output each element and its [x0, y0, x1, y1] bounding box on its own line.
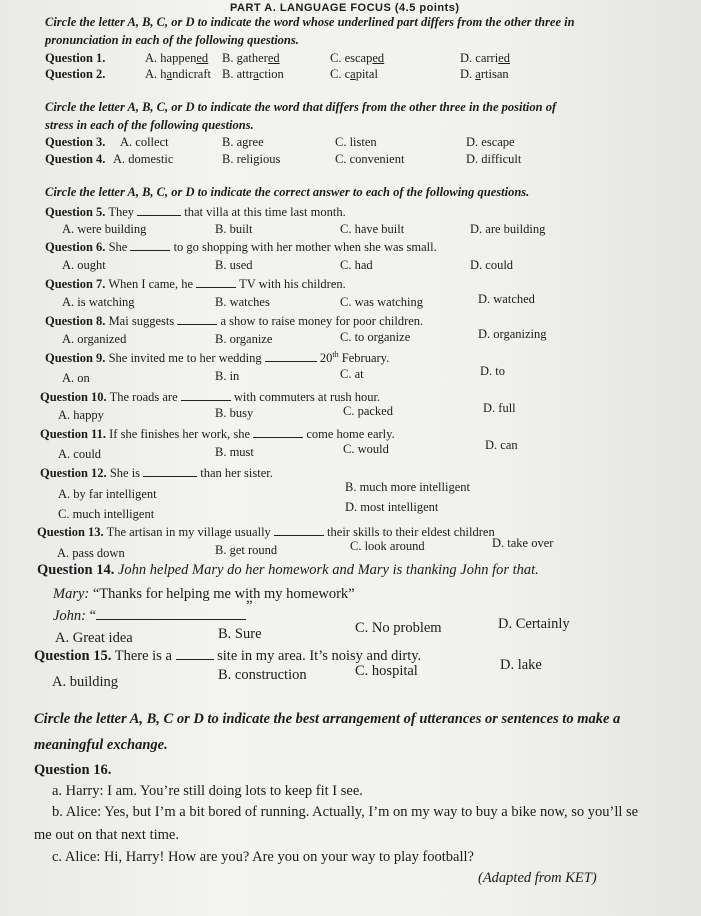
q9-option-d: D. to	[480, 364, 505, 378]
q4-option-c: C. convenient	[335, 152, 405, 166]
q14-stem: Question 14. John helped Mary do her homework and Mary is thanking John for that.	[37, 562, 539, 578]
q7-option-d: D. watched	[478, 292, 535, 306]
q13-stem: Question 13. The artisan in my village usually their skills to their eldest children	[37, 525, 495, 539]
part-header: PART A. LANGUAGE FOCUS (4.5 points)	[230, 2, 460, 14]
q12-blank	[143, 466, 197, 477]
q1-label: Question 1.	[45, 51, 106, 65]
q6-option-a: A. ought	[62, 258, 106, 272]
q11-option-c: C. would	[343, 442, 389, 456]
q9-stem: Question 9. She invited me to her wedding 20th February.	[45, 350, 390, 366]
section1-instruction-line2: pronunciation in each of the following questions.	[45, 33, 299, 47]
q6-stem: Question 6. She to go shopping with her mother when she was small.	[45, 240, 437, 254]
q6-blank	[130, 240, 170, 251]
q11-blank	[253, 427, 303, 438]
q4-option-b: B. religious	[222, 152, 281, 166]
q2-option-a: A. handicraft	[145, 67, 211, 81]
q3-option-a: A. collect	[120, 135, 169, 149]
q8-option-d: D. organizing	[478, 327, 547, 341]
section3-instruction: Circle the letter A, B, C, or D to indicate the correct answer to each of the following questions.	[45, 185, 530, 199]
q2-option-d: D. artisan	[460, 67, 509, 81]
q8-stem: Question 8. Mai suggests a show to raise money for poor children.	[45, 314, 424, 328]
q9-option-a: A. on	[62, 371, 90, 385]
q15-blank	[176, 649, 214, 660]
q15-option-d: D. lake	[500, 657, 542, 673]
q14-option-b: B. Sure	[218, 626, 262, 642]
q16-utterance-a: a. Harry: I am. You’re still doing lots to keep fit I see.	[52, 783, 363, 799]
section2-instruction-line1: Circle the letter A, B, C, or D to indicate the word that differs from the other three in the position of	[45, 100, 557, 114]
q6-option-b: B. used	[215, 258, 253, 272]
q13-blank	[274, 525, 324, 536]
q7-option-c: C. was watching	[340, 295, 423, 309]
q5-option-b: B. built	[215, 222, 253, 236]
q1-option-d: D. carried	[460, 51, 510, 65]
q7-stem: Question 7. When I came, he TV with his children.	[45, 277, 346, 291]
q4-label: Question 4.	[45, 152, 106, 166]
q12-option-c: C. much intelligent	[58, 507, 155, 521]
q4-option-d: D. difficult	[466, 152, 522, 166]
q16-label: Question 16.	[34, 762, 112, 778]
q16-source-note: (Adapted from KET)	[478, 870, 597, 886]
q10-option-b: B. busy	[215, 406, 254, 420]
q3-option-c: C. listen	[335, 135, 377, 149]
q14-blank	[96, 609, 246, 620]
q7-option-a: A. is watching	[62, 295, 135, 309]
q11-option-d: D. can	[485, 438, 518, 452]
q10-blank	[181, 390, 231, 401]
q16-utterance-c: c. Alice: Hi, Harry! How are you? Are you on your way to play football?	[52, 849, 474, 865]
q8-option-a: A. organized	[62, 332, 127, 346]
q9-blank	[265, 351, 317, 362]
q10-option-c: C. packed	[343, 404, 393, 418]
q5-option-a: A. were building	[62, 222, 147, 236]
q12-option-b: B. much more intelligent	[345, 480, 470, 494]
q14-john-line: John: “”	[53, 598, 253, 624]
q7-option-b: B. watches	[215, 295, 270, 309]
q10-option-d: D. full	[483, 401, 516, 415]
q14-mary-line: Mary: “Thanks for helping me with my homework”	[53, 586, 355, 602]
q2-option-b: B. attraction	[222, 67, 284, 81]
q13-option-c: C. look around	[350, 539, 425, 553]
q5-blank	[137, 205, 181, 216]
q3-option-b: B. agree	[222, 135, 264, 149]
q6-option-d: D. could	[470, 258, 514, 272]
q14-option-d: D. Certainly	[498, 616, 570, 632]
q5-option-d: D. are building	[470, 222, 546, 236]
q14-option-c: C. No problem	[355, 620, 442, 636]
q11-option-b: B. must	[215, 445, 254, 459]
q15-option-b: B. construction	[218, 667, 307, 683]
q15-option-a: A. building	[52, 674, 119, 690]
q6-option-c: C. had	[340, 258, 373, 272]
q15-option-c: C. hospital	[355, 663, 418, 679]
q9-option-c: C. at	[340, 367, 364, 381]
section4-instruction-line2: meaningful exchange.	[34, 737, 168, 753]
q14-option-a: A. Great idea	[55, 630, 133, 646]
q2-option-c: C. capital	[330, 67, 378, 81]
section4-instruction-line1: Circle the letter A, B, C or D to indicate the best arrangement of utterances or sentences to make a	[34, 711, 621, 727]
q12-option-a: A. by far intelligent	[58, 487, 157, 501]
q3-option-d: D. escape	[466, 135, 515, 149]
q13-option-b: B. get round	[215, 543, 278, 557]
q13-option-d: D. take over	[492, 536, 554, 550]
q11-option-a: A. could	[58, 447, 102, 461]
q10-option-a: A. happy	[58, 408, 104, 422]
q1-option-c: C. escaped	[330, 51, 385, 65]
q13-option-a: A. pass down	[57, 546, 125, 560]
q1-option-a: A. happened	[145, 51, 209, 65]
q10-stem: Question 10. The roads are with commuters at rush hour.	[40, 390, 381, 404]
q16-utterance-b-line2: me out on that next time.	[34, 827, 179, 843]
q4-option-a: A. domestic	[113, 152, 174, 166]
q12-option-d: D. most intelligent	[345, 500, 439, 514]
q2-label: Question 2.	[45, 67, 106, 81]
q1-option-b: B. gathered	[222, 51, 280, 65]
q11-stem: Question 11. If she finishes her work, she come home early.	[40, 427, 395, 441]
q8-option-c: C. to organize	[340, 330, 411, 344]
q7-blank	[196, 277, 236, 288]
q8-option-b: B. organize	[215, 332, 273, 346]
q9-option-b: B. in	[215, 369, 240, 383]
q5-stem: Question 5. They that villa at this time last month.	[45, 205, 346, 219]
q5-option-c: C. have built	[340, 222, 405, 236]
q12-stem: Question 12. She is than her sister.	[40, 466, 273, 480]
q3-label: Question 3.	[45, 135, 106, 149]
q16-utterance-b-line1: b. Alice: Yes, but I’m a bit bored of running. Actually, I’m on my way to buy a bike now, so you’ll se	[52, 804, 639, 820]
q15-stem: Question 15. There is a site in my area. It’s noisy and dirty.	[34, 648, 422, 664]
section2-instruction-line2: stress in each of the following questions.	[45, 118, 254, 132]
q8-blank	[177, 314, 217, 325]
section1-instruction-line1: Circle the letter A, B, C, or D to indicate the word whose underlined part differs from the other three in	[45, 15, 575, 29]
